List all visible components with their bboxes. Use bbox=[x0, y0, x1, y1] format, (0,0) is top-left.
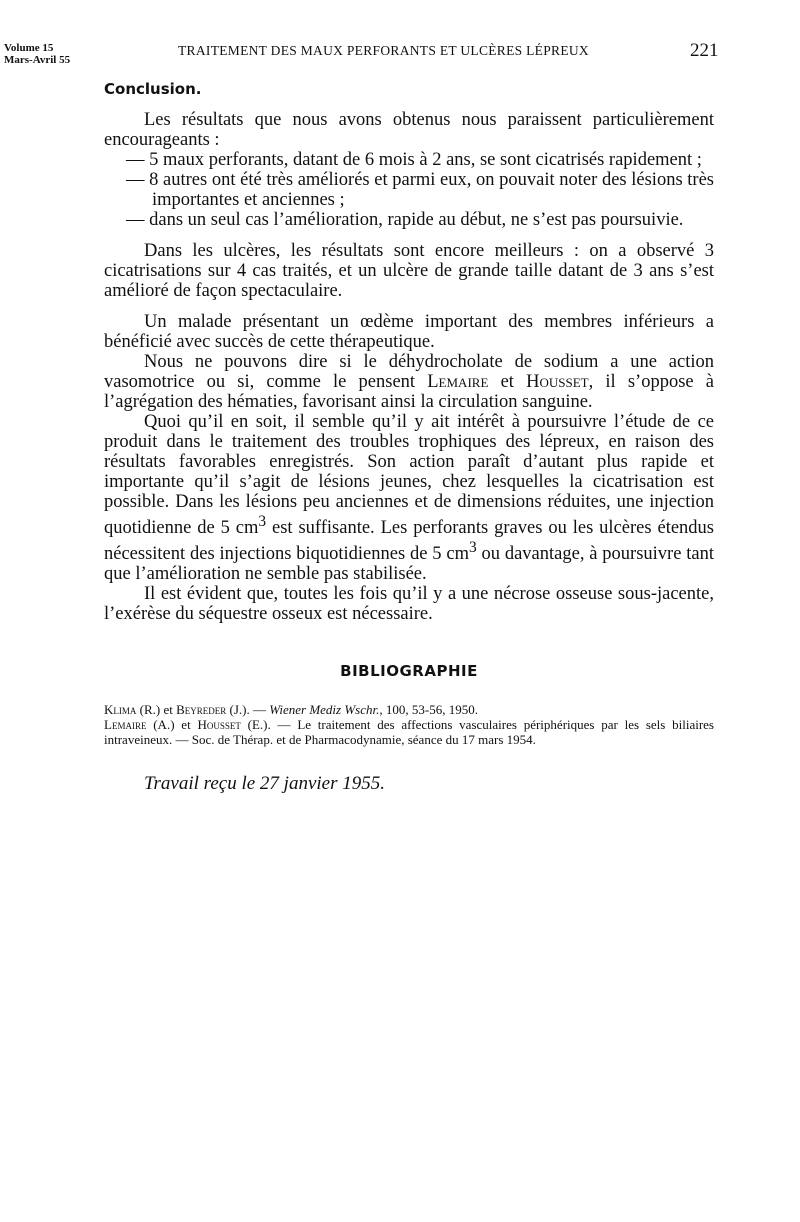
text-span: (A.) et bbox=[146, 717, 198, 733]
text-span: (R.) et bbox=[136, 702, 177, 718]
text-span: et bbox=[488, 372, 527, 392]
text-span: (E.). — bbox=[240, 717, 298, 733]
author-name: Housset bbox=[197, 717, 241, 733]
bibliography-entry bbox=[104, 702, 714, 717]
list-item: — 5 maux perforants, datant de 6 mois à 2 ans, se sont cicatrisés rapidement ; bbox=[126, 150, 702, 170]
author-name: Beyreder bbox=[176, 702, 227, 718]
author-name: Klima bbox=[104, 702, 137, 718]
author-name: Lemaire bbox=[104, 717, 147, 733]
text-span: Nous ne pouvons dire si le déhydrocholate de sodium a une action vasomotrice ou si, comme le pensent bbox=[104, 352, 714, 392]
running-title: TRAITEMENT DES MAUX PERFORANTS ET ULCÈRES LÉPREUX bbox=[178, 43, 589, 58]
bibliography-list bbox=[104, 702, 714, 747]
bibliography-entry bbox=[104, 717, 714, 747]
text-span: est suffisante. Les perforants graves ou les ulcères étendus nécessitent des injections biquotidiennes de 5 cm bbox=[104, 518, 714, 565]
running-header bbox=[0, 40, 800, 70]
volume-label: Volume 15 bbox=[4, 42, 54, 54]
paragraph-mechanism bbox=[104, 352, 714, 412]
list-item: — 8 autres ont été très améliorés et parmi eux, on pouvait noter des lésions très importantes et anciennes ; bbox=[126, 170, 714, 210]
superscript: 3 bbox=[258, 513, 267, 530]
journal-title: Wiener Mediz Wschr. bbox=[269, 702, 380, 718]
text-span: ou davantage, à poursuivre tant que l’amélioration ne semble pas stabilisée. bbox=[104, 544, 714, 585]
volume-info bbox=[4, 42, 70, 66]
results-list bbox=[104, 150, 714, 230]
list-item: — dans un seul cas l’amélioration, rapide au début, ne s’est pas poursuivie. bbox=[126, 210, 684, 230]
text-span: Le traitement des affections vasculaires périphériques par les sels biliaires intraveineux. — Soc. de Thérap. et de Pharmacodynamie, séance du 17 mars 1954. bbox=[104, 717, 714, 748]
text-span: Quoi qu’il en soit, il semble qu’il y ait intérêt à poursuivre l’étude de ce produit dans le traitement des troubles trophiques des lépreux, en raison des résultats favorables enregistrés. Son action paraît d’autant plus rapide et importante qu’il s’agit de lésions jeunes, chez lesquelles la cicatrisation est possible. Dans les lésions peu anciennes et de dimensions réduites, une injection quotidienne de 5 cm bbox=[104, 412, 714, 539]
issue-label: Mars-Avril 55 bbox=[4, 54, 71, 66]
superscript: 3 bbox=[468, 539, 477, 557]
author-name: Housset bbox=[526, 372, 589, 392]
author-name: Lemaire bbox=[427, 372, 489, 392]
bibliography-heading: BIBLIOGRAPHIE bbox=[340, 662, 478, 681]
text-span: (J.). — bbox=[226, 702, 270, 718]
paragraph-oedema: Un malade présentant un œdème important des membres inférieurs a bénéficié avec succès de cette thérapeutique. bbox=[104, 312, 714, 352]
main-content bbox=[104, 80, 714, 795]
paragraph-results: Les résultats que nous avons obtenus nous paraissent particulièrement encourageants : bbox=[104, 110, 714, 150]
text-span: , 100, 53-56, 1950. bbox=[379, 702, 478, 718]
paragraph-dosage bbox=[104, 412, 714, 584]
paragraph-necrosis: Il est évident que, toutes les fois qu’il y a une nécrose osseuse sous-jacente, l’exérèse du séquestre osseux est nécessaire. bbox=[104, 584, 714, 625]
page-number: 221 bbox=[690, 40, 719, 61]
received-date: Travail reçu le 27 janvier 1955. bbox=[144, 773, 385, 795]
text-span: , il s’oppose à l’agrégation des hématies, favorisant ainsi la circulation sanguine. bbox=[104, 372, 714, 412]
paragraph-ulcers: Dans les ulcères, les résultats sont encore meilleurs : on a observé 3 cicatrisations sur 4 cas traités, et un ulcère de grande taille datant de 3 ans s’est amélioré de façon spectaculaire. bbox=[104, 241, 714, 301]
conclusion-heading: Conclusion. bbox=[104, 80, 202, 98]
